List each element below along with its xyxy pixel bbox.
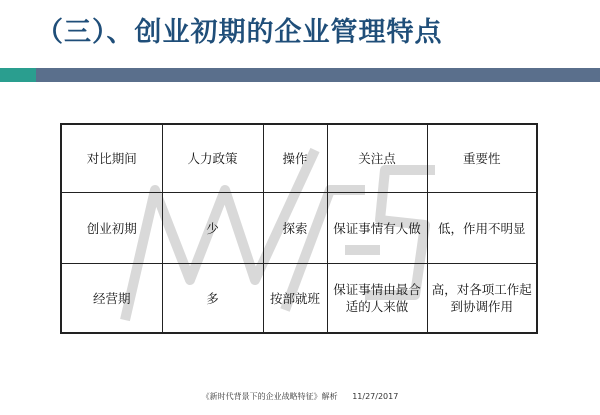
comparison-table: [60, 123, 538, 334]
table-cell: 经营期: [61, 264, 162, 334]
slide-footer: [0, 391, 600, 402]
table-row: [61, 264, 537, 334]
header-cell: 关注点: [327, 124, 427, 193]
table-cell: 按部就班: [263, 264, 327, 334]
header-cell: 操作: [263, 124, 327, 193]
table-cell: 创业初期: [61, 193, 162, 264]
table-row: [61, 193, 537, 264]
header-cell: 重要性: [427, 124, 537, 193]
table-cell: 保证事情由最合适的人来做: [327, 264, 427, 334]
table-cell: 探索: [263, 193, 327, 264]
header-cell: 对比期间: [61, 124, 162, 193]
table-cell: 低，作用不明显: [427, 193, 537, 264]
table-header-row: [61, 124, 537, 193]
accent-band-teal: [0, 68, 36, 82]
footer-source: 《新时代背景下的企业战略特征》解析: [201, 392, 338, 401]
table-cell: 多: [162, 264, 263, 334]
table-cell: 保证事情有人做: [327, 193, 427, 264]
footer-date: 11/27/2017: [352, 392, 399, 401]
header-cell: 人力政策: [162, 124, 263, 193]
accent-band-slate: [36, 68, 600, 82]
table-cell: 少: [162, 193, 263, 264]
slide-title: （三）、创业初期的企业管理特点: [36, 17, 443, 48]
table-cell: 高，对各项工作起到协调作用: [427, 264, 537, 334]
